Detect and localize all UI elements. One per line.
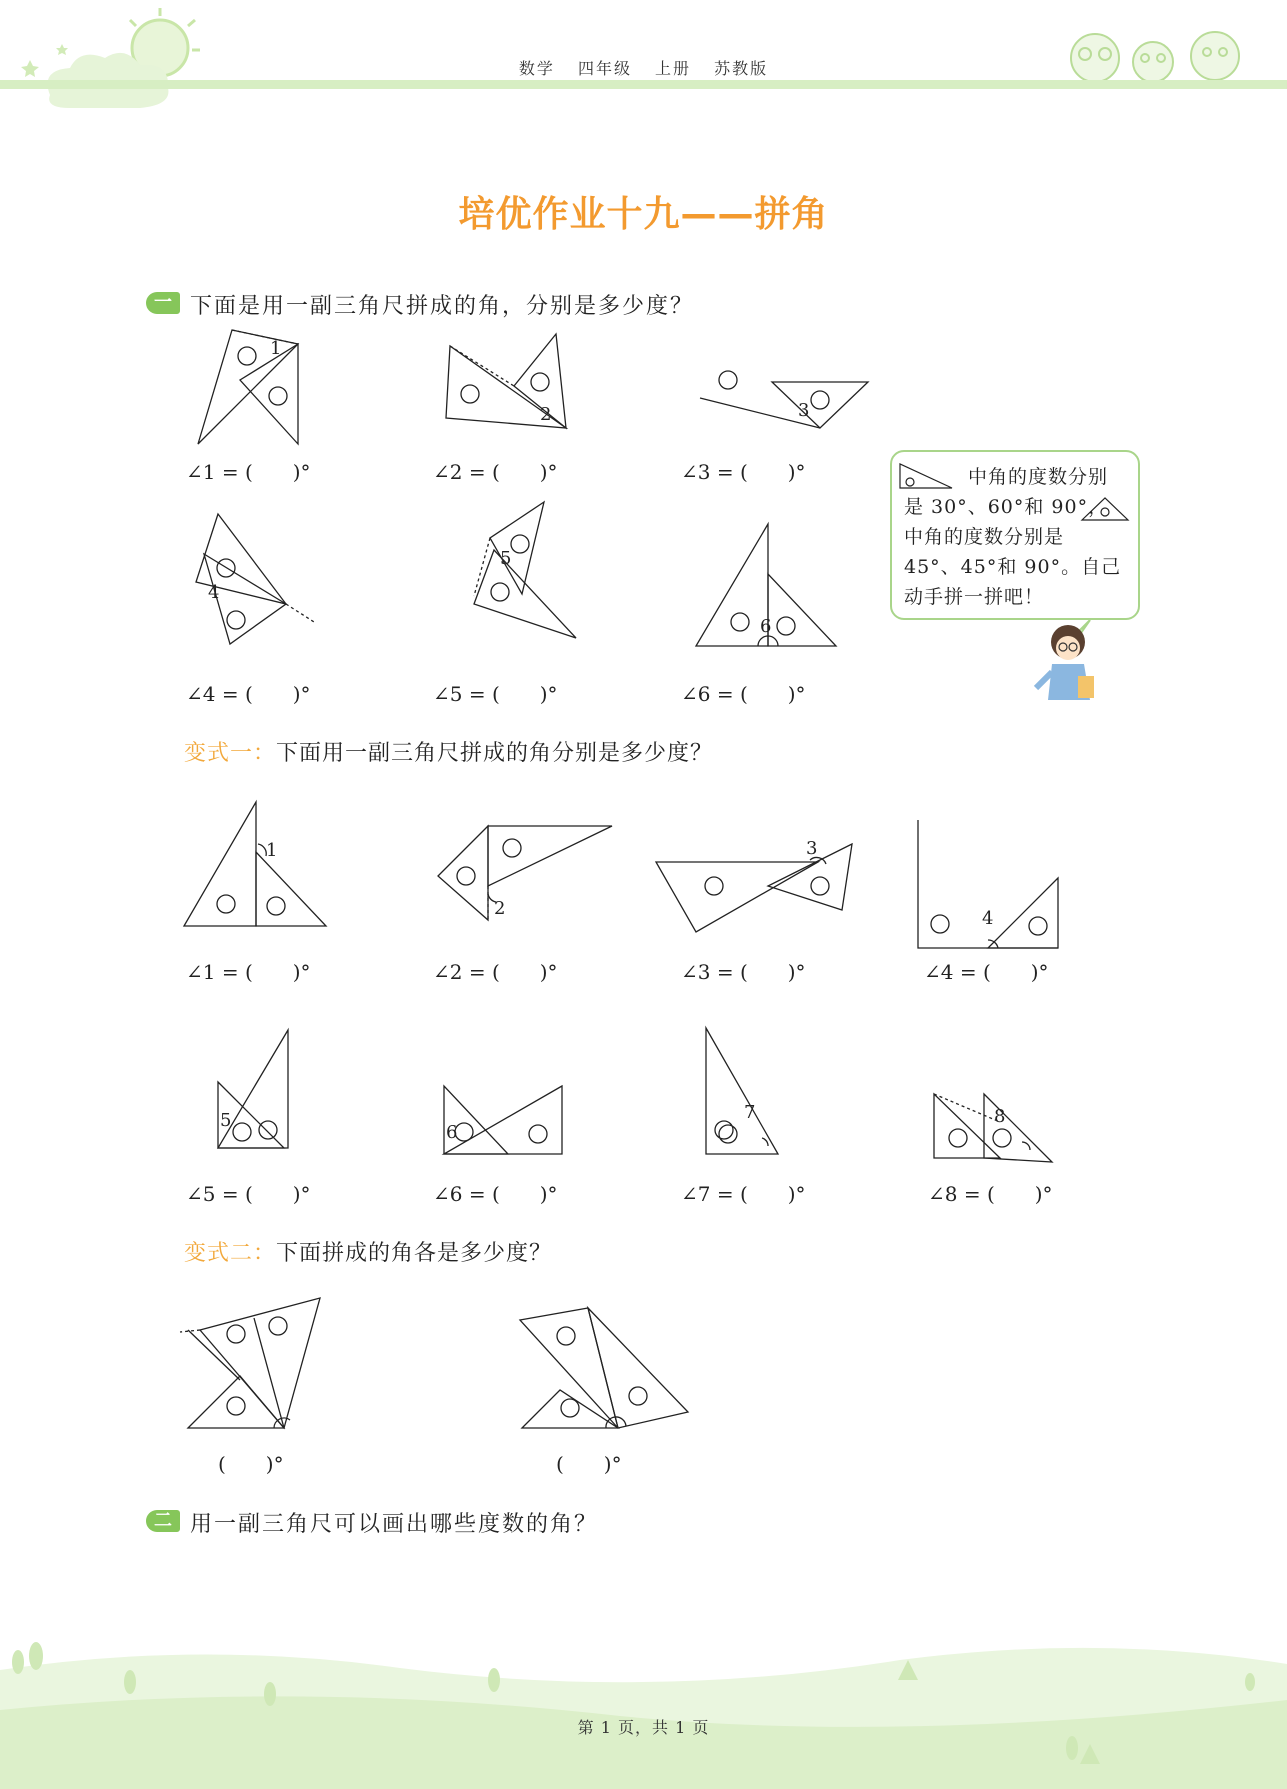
- variant-2-label: 变式二：: [184, 1241, 277, 1266]
- section-badge-2: 二: [146, 1510, 180, 1532]
- figure-3: [700, 371, 868, 428]
- answer-v1-2[interactable]: ∠2 = ( )°: [433, 960, 558, 984]
- section-2-question: 用一副三角尺可以画出哪些度数的角？: [190, 1512, 599, 1537]
- figure-label-5: 5: [500, 548, 512, 569]
- answer-s1-3[interactable]: ∠3 = ( )°: [681, 460, 806, 484]
- footer-page-number: 第 1 页，共 1 页: [577, 1718, 710, 1737]
- variant-1-label: 变式一：: [184, 741, 277, 766]
- answer-v1-7[interactable]: ∠7 = ( )°: [681, 1182, 806, 1206]
- header-edition: 苏教版: [714, 59, 769, 78]
- variant-2-question: 下面拼成的角各是多少度？: [276, 1241, 553, 1266]
- answer-s1-5[interactable]: ∠5 = ( )°: [433, 682, 558, 706]
- answer-v1-6[interactable]: ∠6 = ( )°: [433, 1182, 558, 1206]
- variant-figure-label-3: 3: [806, 838, 818, 859]
- answer-v1-5[interactable]: ∠5 = ( )°: [186, 1182, 311, 1206]
- answer-s1-2[interactable]: ∠2 = ( )°: [433, 460, 558, 484]
- figure-label-3: 3: [798, 400, 810, 421]
- variant-figure-label-2: 2: [494, 898, 506, 919]
- variant-figure-label-1: 1: [266, 840, 278, 861]
- triangle-45-icon: [1080, 496, 1130, 522]
- answer-s1-4[interactable]: ∠4 = ( )°: [186, 682, 311, 706]
- answer-v1-1[interactable]: ∠1 = ( )°: [186, 960, 311, 984]
- header-volume: 上册: [655, 59, 692, 78]
- tip-line-5: 动手拼一拼吧！: [904, 586, 1045, 608]
- variant-figure-6: [444, 1086, 562, 1154]
- answer-s1-1[interactable]: ∠1 = ( )°: [186, 460, 311, 484]
- variant-figure-5: [218, 1030, 288, 1148]
- answer-v2-1[interactable]: ( )°: [218, 1452, 284, 1476]
- figure-label-6: 6: [760, 616, 772, 637]
- figure-6: [696, 524, 836, 646]
- variant-figure-label-8: 8: [994, 1106, 1006, 1127]
- variant-figure-2: [438, 826, 612, 920]
- variant-2-figure-1: [180, 1298, 320, 1428]
- hills-trees-decoration: [0, 1620, 1287, 1789]
- figure-2: [446, 334, 566, 428]
- variant-figure-1: [184, 802, 326, 926]
- answer-v1-8[interactable]: ∠8 = ( )°: [928, 1182, 1053, 1206]
- variant-figure-label-5: 5: [220, 1110, 232, 1131]
- header-subject: 数学: [518, 59, 555, 78]
- variant-figure-8: [934, 1094, 1052, 1162]
- figure-label-2: 2: [540, 404, 552, 425]
- figure-4: [196, 514, 314, 644]
- page-title: 培优作业十九——拼角: [458, 194, 829, 235]
- variant-1-question: 下面用一副三角尺拼成的角分别是多少度？: [276, 741, 714, 766]
- tip-line-2: 是 30°、60°和 90°，: [904, 496, 1109, 518]
- teacher-illustration: [1030, 620, 1130, 710]
- figure-label-1: 1: [270, 338, 282, 359]
- section-1-question: 下面是用一副三角尺拼成的角，分别是多少度？: [190, 294, 695, 319]
- triangle-30-60-icon: [898, 462, 954, 490]
- tip-line-1: 中角的度数分别: [968, 466, 1109, 488]
- header-info: [0, 56, 1287, 79]
- figure-label-4: 4: [208, 582, 220, 603]
- variant-figure-4: [918, 820, 1058, 948]
- tip-line-3: 中角的度数分别是: [904, 526, 1065, 548]
- variant-figure-label-6: 6: [446, 1122, 458, 1143]
- header-bar: [0, 80, 1287, 89]
- variant-figure-label-7: 7: [744, 1102, 756, 1123]
- variant-figure-7: [706, 1028, 778, 1154]
- variant-figure-3: [656, 838, 852, 932]
- answer-v1-4[interactable]: ∠4 = ( )°: [924, 960, 1049, 984]
- variant-2-figures: [0, 1290, 1287, 1450]
- variant-2-heading: [184, 1236, 552, 1267]
- variant-1-heading: [184, 736, 713, 767]
- answer-s1-6[interactable]: ∠6 = ( )°: [681, 682, 806, 706]
- figure-5: [474, 502, 576, 638]
- section-badge-1: 一: [146, 292, 180, 314]
- answer-v1-3[interactable]: ∠3 = ( )°: [681, 960, 806, 984]
- variant-figure-label-4: 4: [982, 908, 994, 929]
- variant-2-figure-2: [520, 1308, 688, 1428]
- answer-v2-2[interactable]: ( )°: [556, 1452, 622, 1476]
- figure-1: [198, 330, 298, 444]
- tip-line-4: 45°、45°和 90°。自己: [904, 556, 1122, 578]
- header-grade: 四年级: [577, 59, 632, 78]
